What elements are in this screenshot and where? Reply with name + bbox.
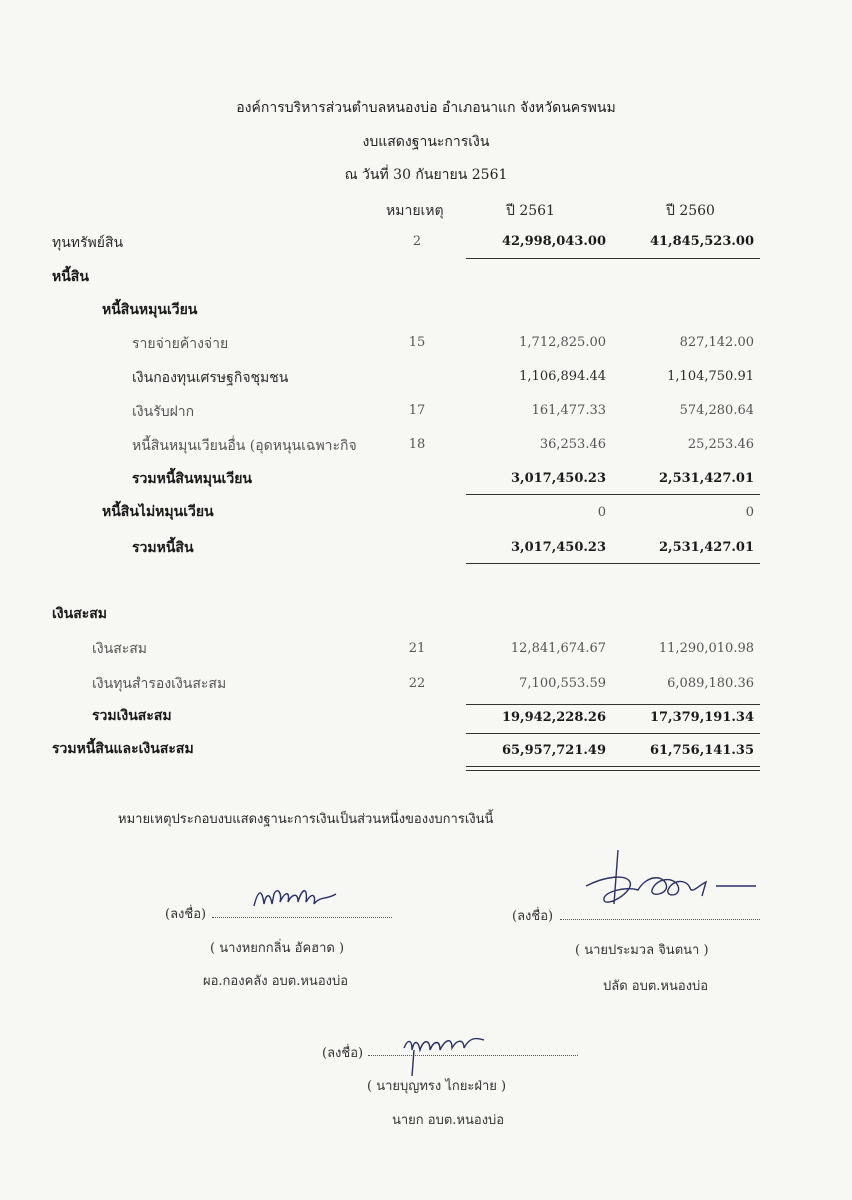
signature-left-image (252, 880, 342, 914)
row-note-reserve: 22 (408, 676, 426, 691)
row-note-deposits: 17 (408, 403, 426, 418)
sig-right-name: ( นายประมวล จินตนา ) (575, 943, 709, 958)
row-label-assets: ทุนทรัพย์สิน (52, 235, 124, 251)
value-2560-assets: 41,845,523.00 (649, 234, 754, 249)
value-2560-reserve: 6,089,180.36 (667, 676, 754, 691)
row-label-accumulated: เงินสะสม (92, 641, 148, 657)
value-2560-accumulated: 11,290,010.98 (658, 641, 754, 656)
column-2561-header: ปี 2561 (506, 203, 555, 219)
row-label-deposits: เงินรับฝาก (132, 404, 195, 420)
sig-bottom-position: นายก อบต.หนองบ่อ (392, 1113, 505, 1128)
row-label-total-liabilities: รวมหนี้สิน (132, 540, 194, 556)
sig-left-position: ผอ.กองคลัง อบต.หนองบ่อ (203, 974, 349, 989)
double-rule-top (466, 766, 760, 767)
value-2560-other-current: 25,253.46 (687, 437, 754, 452)
value-2561-assets: 42,998,043.00 (501, 234, 606, 249)
column-note-header: หมายเหตุ (386, 203, 444, 219)
section-current-liabilities: หนี้สินหมุนเวียน (102, 302, 198, 318)
value-2561-accrued: 1,712,825.00 (519, 335, 606, 350)
row-note-accrued: 15 (408, 335, 426, 350)
value-2561-accumulated: 12,841,674.67 (510, 641, 606, 656)
value-2560-total-all: 61,756,141.35 (649, 743, 754, 758)
value-2560-total-liabilities: 2,531,427.01 (659, 540, 754, 555)
footnote: หมายเหตุประกอบงบแสดงฐานะการเงินเป็นส่วนหนึ่งของงบการเงินนี้ (118, 812, 494, 827)
row-label-other-current: หนี้สินหมุนเวียนอื่น (อุดหนุนเฉพาะกิจ (132, 438, 357, 454)
value-2560-non-current: 0 (745, 505, 754, 520)
sig-right-prefix: (ลงชื่อ) (512, 909, 554, 924)
sig-left-line (212, 917, 392, 918)
value-2561-total-current: 3,017,450.23 (511, 471, 606, 486)
row-label-non-current: หนี้สินไม่หมุนเวียน (102, 504, 214, 520)
row-note-accumulated: 21 (408, 641, 426, 656)
section-equity: เงินสะสม (52, 606, 108, 622)
double-rule-bottom (466, 770, 760, 771)
value-2561-total-all: 65,957,721.49 (501, 743, 606, 758)
sig-bottom-name: ( นายบุญทรง ไกยะฝ่าย ) (367, 1079, 507, 1094)
sig-left-name: ( นางหยกกลิ่น อัคฮาด ) (210, 941, 345, 956)
row-label-total-all: รวมหนี้สินและเงินสะสม (52, 741, 194, 757)
rule-total-liabilities (466, 563, 760, 564)
row-note-other-current: 18 (408, 437, 426, 452)
value-2561-deposits: 161,477.33 (531, 403, 606, 418)
row-label-reserve: เงินทุนสำรองเงินสะสม (92, 676, 227, 692)
value-2560-total-current: 2,531,427.01 (659, 471, 754, 486)
value-2561-reserve: 7,100,553.59 (519, 676, 606, 691)
statement-title: งบแสดงฐานะการเงิน (362, 134, 490, 150)
rule-assets (466, 258, 760, 259)
value-2560-village-fund: 1,104,750.91 (667, 369, 754, 384)
row-label-village-fund: เงินกองทุนเศรษฐกิจชุมชน (132, 370, 289, 386)
sig-right-position: ปลัด อบต.หนองบ่อ (603, 979, 709, 994)
signature-bottom-image (400, 1030, 490, 1080)
row-label-accrued: รายจ่ายค้างจ่าย (132, 336, 229, 352)
value-2561-non-current: 0 (597, 505, 606, 520)
value-2561-village-fund: 1,106,894.44 (519, 369, 606, 384)
value-2561-total-equity: 19,942,228.26 (501, 710, 606, 725)
value-2560-accrued: 827,142.00 (679, 335, 754, 350)
value-2560-total-equity: 17,379,191.34 (649, 710, 754, 725)
row-note-assets: 2 (412, 234, 422, 249)
value-2561-total-liabilities: 3,017,450.23 (511, 540, 606, 555)
row-label-total-equity: รวมเงินสะสม (92, 708, 172, 724)
value-2561-other-current: 36,253.46 (539, 437, 606, 452)
rule-above-total-equity (466, 704, 760, 705)
sig-bottom-prefix: (ลงชื่อ) (322, 1046, 364, 1061)
row-label-total-current: รวมหนี้สินหมุนเวียน (132, 471, 252, 487)
rule-total-current (466, 494, 760, 495)
section-liabilities: หนี้สิน (52, 269, 89, 285)
signature-right-image (566, 846, 762, 922)
sig-left-prefix: (ลงชื่อ) (165, 907, 207, 922)
rule-total-equity (466, 733, 760, 734)
org-name: องค์การบริหารส่วนตำบลหนองบ่อ อำเภอนาแก จังหวัดนครพนม (236, 100, 616, 116)
column-2560-header: ปี 2560 (666, 203, 715, 219)
statement-date: ณ วันที่ 30 กันยายน 2561 (344, 167, 508, 183)
value-2560-deposits: 574,280.64 (679, 403, 754, 418)
